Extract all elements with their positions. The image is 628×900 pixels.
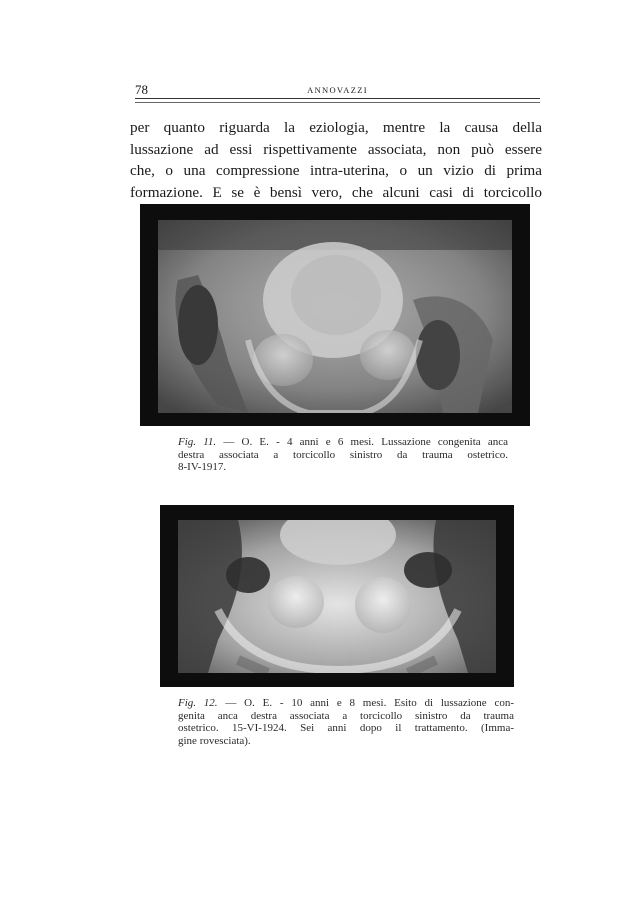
figure-12-xray <box>160 505 514 687</box>
text-line: che, o una compressione intra-uterina, o un vizio di prima <box>130 162 542 179</box>
caption-line: destra associata a torcicollo sinistro da trauma ostetrico. <box>178 448 508 461</box>
caption-line <box>178 697 514 710</box>
page-header <box>135 82 540 96</box>
xray-image <box>178 520 496 673</box>
page-number: 78 <box>135 82 148 97</box>
xray-image <box>158 220 512 413</box>
running-title: ANNOVAZZI <box>307 85 368 95</box>
caption-text: — O. E. - 4 anni e 6 mesi. Lussazione congenita anca <box>223 436 509 448</box>
header-rule-thin <box>135 102 540 103</box>
pelvis-xray-graphic <box>158 220 512 413</box>
figure-11-xray <box>140 204 530 426</box>
caption-line: 8-IV-1917. <box>178 461 227 474</box>
figure-label: Fig. 12. <box>178 697 218 709</box>
caption-text: — O. E. - 10 anni e 8 mesi. Esito di lussazione con- <box>225 697 514 709</box>
caption-line <box>178 436 508 449</box>
figure-11-caption <box>178 436 508 474</box>
caption-line: genita anca destra associata a torcicollo sinistro da trauma <box>178 709 514 722</box>
figure-label: Fig. 11. <box>178 436 217 448</box>
text-line: lussazione ad essi rispettivamente associata, non può essere <box>130 140 542 158</box>
body-paragraph <box>130 117 542 203</box>
caption-line: ostetrico. 15-VI-1924. Sei anni dopo il trattamento. (Imma- <box>178 722 514 735</box>
text-line: formazione. E se è bensì vero, che alcuni casi di torcicollo <box>130 183 542 201</box>
figure-12-caption <box>178 697 514 747</box>
header-rule <box>135 98 540 99</box>
caption-line: gine rovesciata). <box>178 734 251 747</box>
pelvis-xray-graphic <box>178 520 496 673</box>
text-line: per quanto riguarda la eziologia, mentre la causa della <box>130 119 542 136</box>
